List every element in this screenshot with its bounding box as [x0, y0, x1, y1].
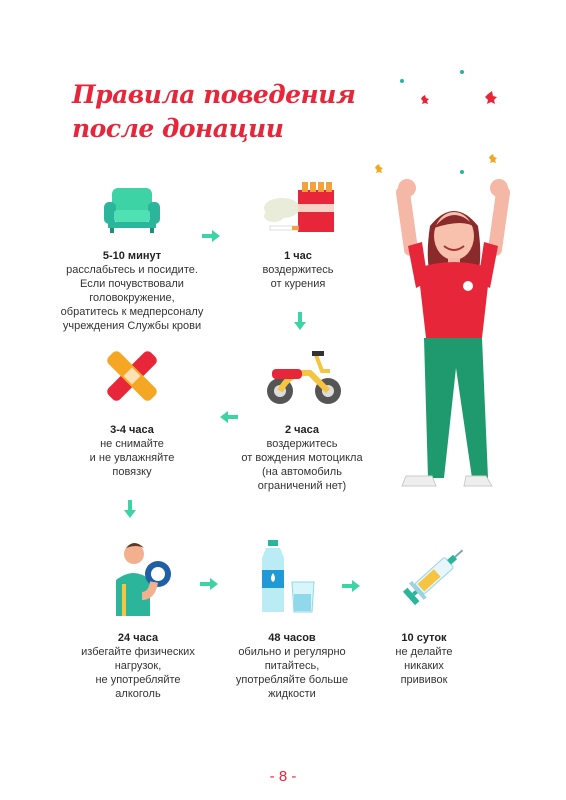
step-time: 48 часов: [268, 632, 316, 644]
step-5-10-minutes: [42, 249, 222, 333]
motorcycle-icon: [264, 345, 344, 407]
page-number: - 8 -: [269, 768, 297, 785]
dumbbell-man-icon: [112, 540, 178, 616]
step-text-line: жидкости: [268, 688, 316, 700]
cheering-woman-illustration: [388, 176, 518, 500]
step-text-line: ограничений нет): [257, 480, 347, 492]
step-text-line: никаких: [404, 660, 444, 672]
step-text-line: прививок: [400, 674, 448, 686]
step-text-line: повязку: [112, 466, 152, 478]
step-text-line: питайтесь,: [264, 660, 320, 672]
arrow-right-icon: [200, 578, 218, 590]
step-text-line: (на автомобиль: [262, 466, 342, 478]
step-text-line: расслабьтесь и посидите.: [66, 264, 198, 276]
step-text-line: воздержитесь: [262, 264, 334, 276]
step-text-line: от курения: [270, 278, 326, 290]
confetti-decoration: [370, 70, 510, 180]
step-text-line: алкоголь: [115, 688, 161, 700]
arrow-left-icon: [220, 411, 238, 423]
syringe-icon: [398, 540, 472, 610]
armchair-icon: [102, 186, 162, 234]
step-1-hour: [208, 249, 388, 291]
water-bottle-icon: [262, 540, 320, 614]
bandage-icon: [106, 350, 158, 402]
arrow-right-icon: [342, 580, 360, 592]
step-text-line: воздержитесь: [266, 438, 338, 450]
step-text-line: употребляйте больше: [235, 674, 349, 686]
step-time: 3-4 часа: [110, 424, 154, 436]
step-text-line: от вождения мотоцикла: [241, 452, 363, 464]
step-time: 10 суток: [401, 632, 447, 644]
title-line-2: после донации: [72, 114, 284, 143]
step-text-line: и не увлажняйте: [89, 452, 175, 464]
step-time: 5-10 минут: [102, 250, 162, 262]
step-time: 2 часа: [284, 424, 320, 436]
cigarettes-icon: [262, 182, 338, 234]
step-24-hours: [48, 631, 228, 701]
step-time: 1 час: [284, 250, 312, 262]
step-3-4-hours: [42, 423, 222, 479]
step-text-line: не снимайте: [100, 438, 164, 450]
page-title: [72, 78, 356, 146]
arrow-down-icon: [124, 500, 136, 518]
arrow-down-icon: [294, 312, 306, 330]
step-2-hours: [212, 423, 392, 493]
step-10-days: [334, 631, 514, 687]
step-time: 24 часа: [117, 632, 159, 644]
step-text-line: обратитесь к медперсоналу: [60, 306, 204, 318]
step-text-line: не употребляйте: [95, 674, 181, 686]
step-text-line: обильно и регулярно: [238, 646, 346, 658]
arrow-right-icon: [202, 230, 220, 242]
step-text-line: Если почувствовали: [80, 278, 184, 290]
step-text-line: нагрузок,: [114, 660, 162, 672]
step-text-line: не делайте: [395, 646, 453, 658]
title-line-1: Правила поведения: [72, 80, 356, 109]
step-text-line: учреждения Службы крови: [62, 320, 202, 332]
step-text-line: избегайте физических: [81, 646, 195, 658]
step-text-line: головокружение,: [89, 292, 175, 304]
